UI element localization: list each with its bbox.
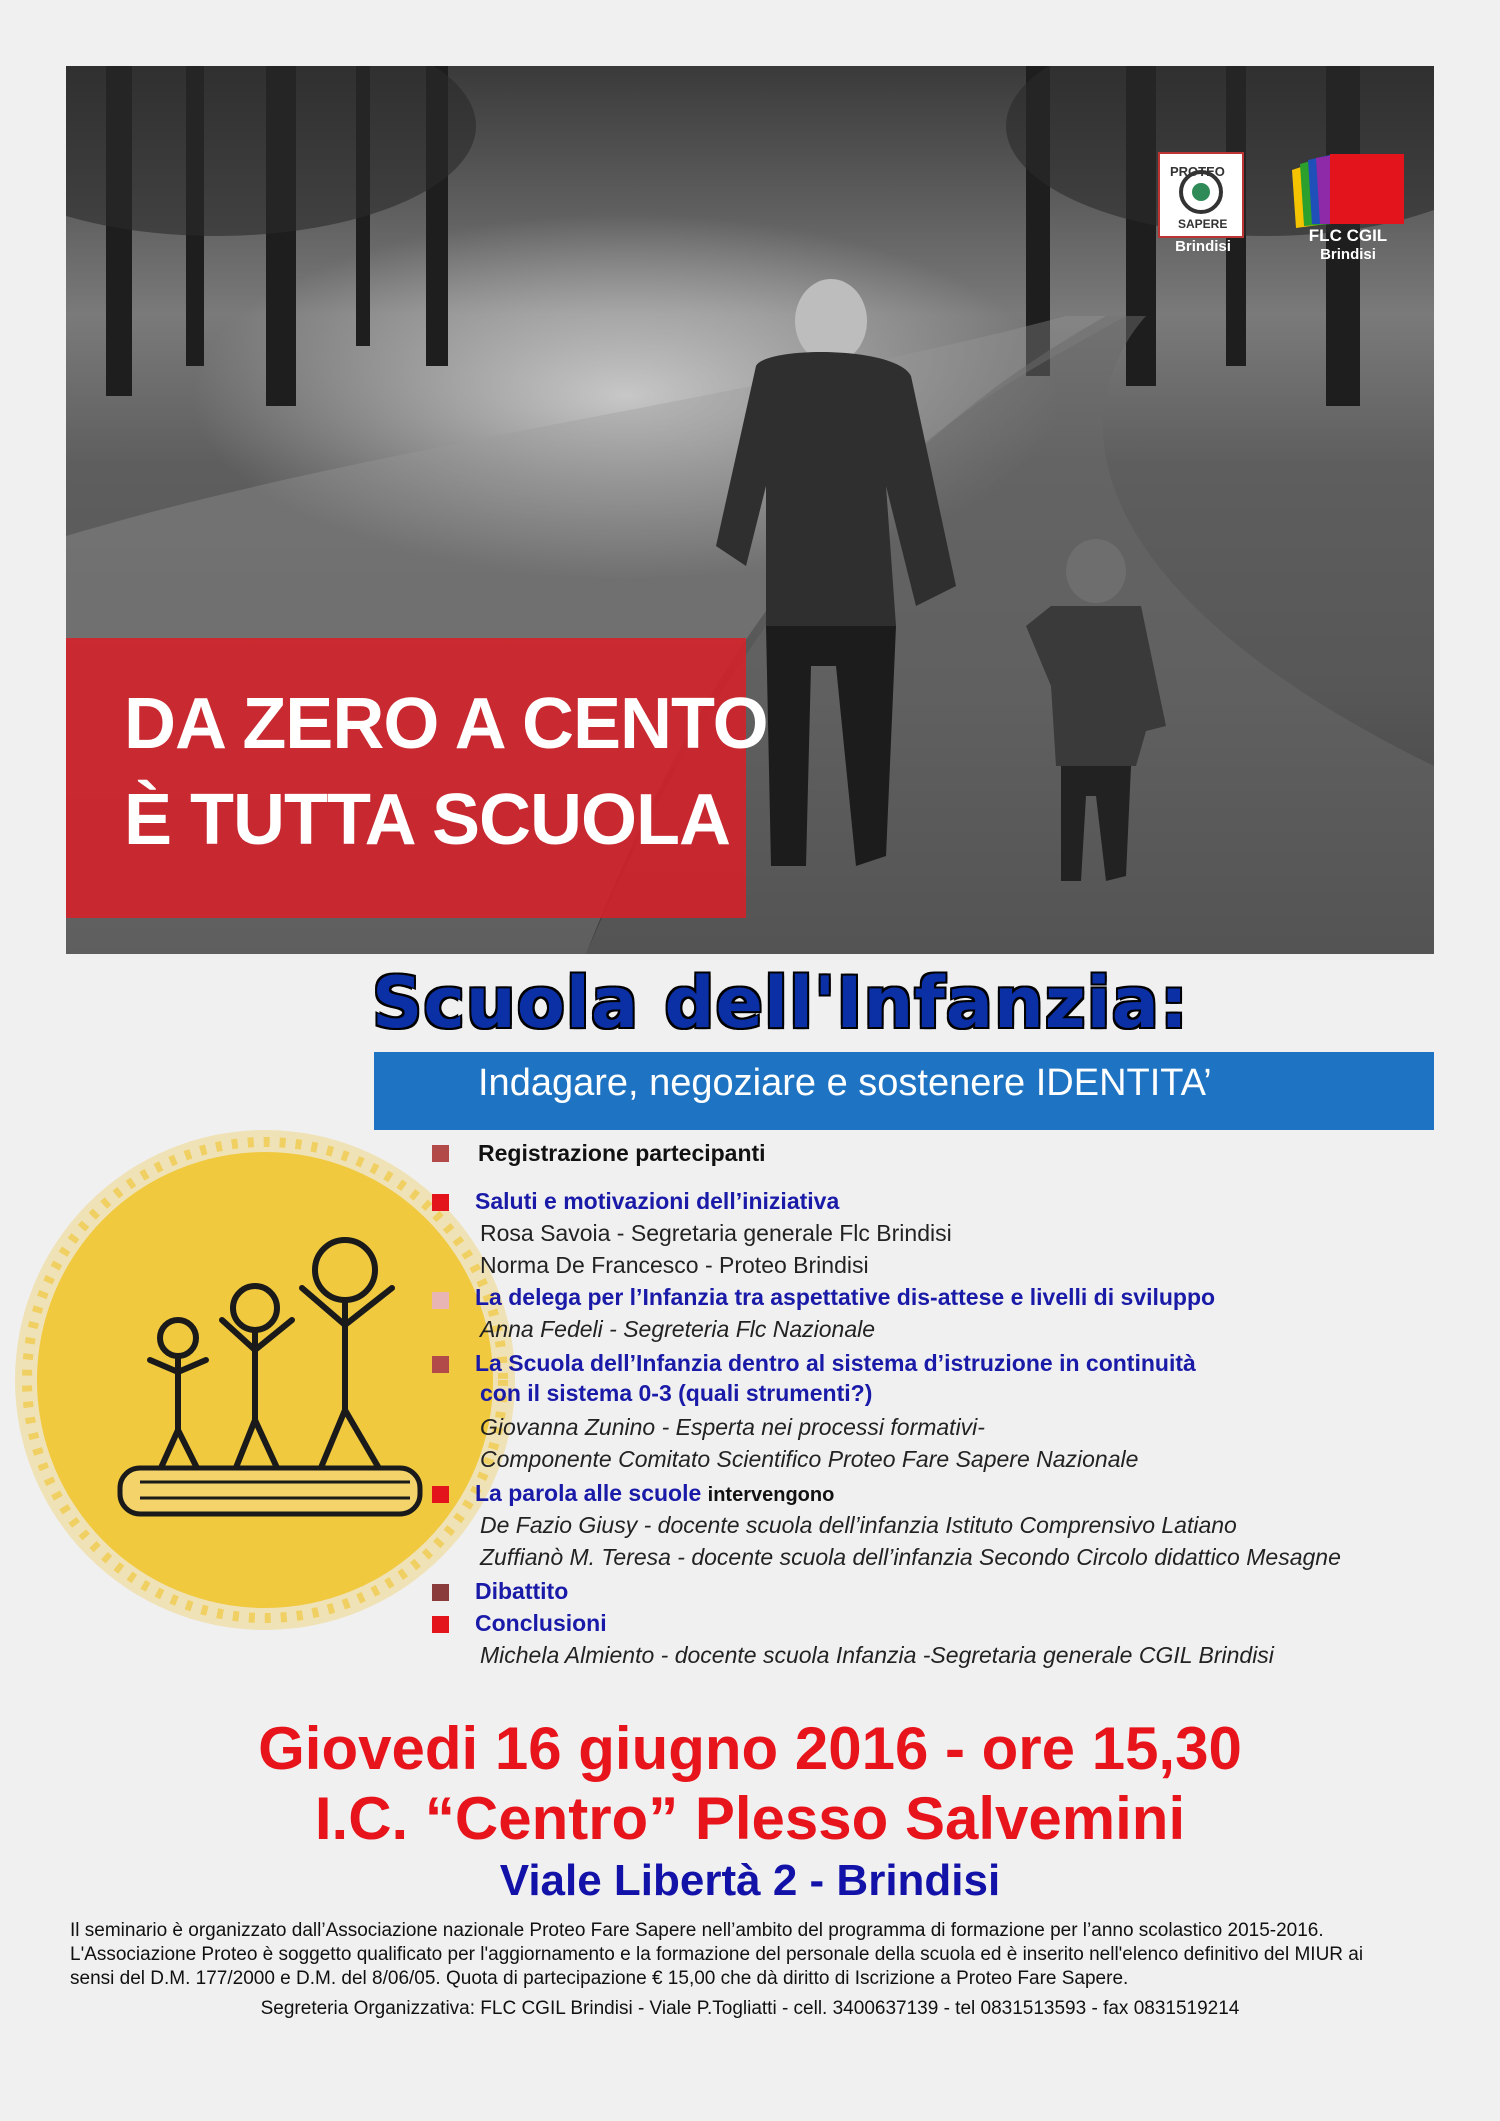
- program-item-title: La Scuola dell’Infanzia dentro al sistema d’istruzione in continuità: [475, 1350, 1196, 1376]
- footer-contact: Segreteria Organizzativa: FLC CGIL Brindisi - Viale P.Togliatti - cell. 3400637139 - tel 0831513593 - fax 0831519214: [260, 1998, 1240, 2019]
- program-item-title-continued: con il sistema 0-3 (quali strumenti?): [480, 1380, 873, 1406]
- program-item-title: Saluti e motivazioni dell’iniziativa: [475, 1188, 840, 1214]
- program-item-speaker: Giovanna Zunino - Esperta nei processi formativi-: [480, 1414, 985, 1440]
- program-item-title: Conclusioni: [475, 1610, 607, 1636]
- page-title: Scuola dell'Infanzia:: [372, 962, 1189, 1044]
- hero-photo: [66, 66, 1434, 954]
- footer-text: sensi del D.M. 177/2000 e D.M. del 8/06/05. Quota di partecipazione € 15,00 che dà diritto di Iscrizione a Proteo Fare Sapere.: [70, 1968, 1129, 1989]
- program-item-speaker: Norma De Francesco - Proteo Brindisi: [480, 1252, 869, 1278]
- program-registration: Registrazione partecipanti: [478, 1140, 766, 1166]
- program-item-title-text: La parola alle scuole: [475, 1480, 702, 1506]
- program-item-speaker: Componente Comitato Scientifico Proteo Fare Sapere Nazionale: [480, 1446, 1139, 1472]
- program-item-title-suffix: intervengono: [707, 1484, 835, 1506]
- headline-line-1: DA ZERO A CENTO: [124, 684, 768, 764]
- event-venue: I.C. “Centro” Plesso Salvemini: [314, 1785, 1186, 1852]
- children-on-book-illustration: [10, 1110, 530, 1630]
- hero-headline: [124, 676, 768, 868]
- footer-text: Il seminario è organizzato dall’Associazione nazionale Proteo Fare Sapere nell’ambito del programma di formazione per l’anno scolastico 2015-2016.: [70, 1920, 1324, 1941]
- program-item-speaker: De Fazio Giusy - docente scuola dell’infanzia Istituto Comprensivo Latiano: [480, 1512, 1237, 1538]
- headline-line-2: È TUTTA SCUOLA: [124, 780, 730, 860]
- program-item-speaker: Rosa Savoia - Segretaria generale Flc Brindisi: [480, 1220, 952, 1246]
- flc-cgil-logo-city: Brindisi: [1320, 246, 1376, 263]
- footer-text: L'Associazione Proteo è soggetto qualificato per l'aggiornamento e la formazione del personale della scuola ed è inserito nell'elenco definitivo del MIUR ai: [70, 1944, 1364, 1965]
- program-item-speaker: Michela Almiento - docente scuola Infanzia -Segretaria generale CGIL Brindisi: [480, 1642, 1274, 1668]
- page-subtitle: Indagare, negoziare e sostenere IDENTITA’: [478, 1062, 1212, 1104]
- program-item-speaker: Zuffianò M. Teresa - docente scuola dell’infanzia Secondo Circolo didattico Mesagne: [480, 1544, 1341, 1570]
- flc-cgil-logo: [1292, 154, 1404, 230]
- proteo-logo: [1158, 152, 1244, 238]
- flc-cgil-logo-label: FLC CGIL: [1308, 226, 1388, 245]
- program-item-speaker: Anna Fedeli - Segreteria Flc Nazionale: [480, 1316, 876, 1342]
- svg-text:SAPERE: SAPERE: [1178, 217, 1228, 231]
- event-date: Giovedi 16 giugno 2016 - ore 15,30: [258, 1715, 1242, 1782]
- program-item-title: La delega per l’Infanzia tra aspettative dis-attese e livelli di sviluppo: [475, 1284, 1216, 1310]
- event-address: Viale Libertà 2 - Brindisi: [499, 1856, 1001, 1905]
- program-item-title: Dibattito: [475, 1578, 569, 1604]
- proteo-logo-label: Brindisi: [1175, 238, 1231, 255]
- svg-text:PROTEO: PROTEO: [1170, 164, 1225, 179]
